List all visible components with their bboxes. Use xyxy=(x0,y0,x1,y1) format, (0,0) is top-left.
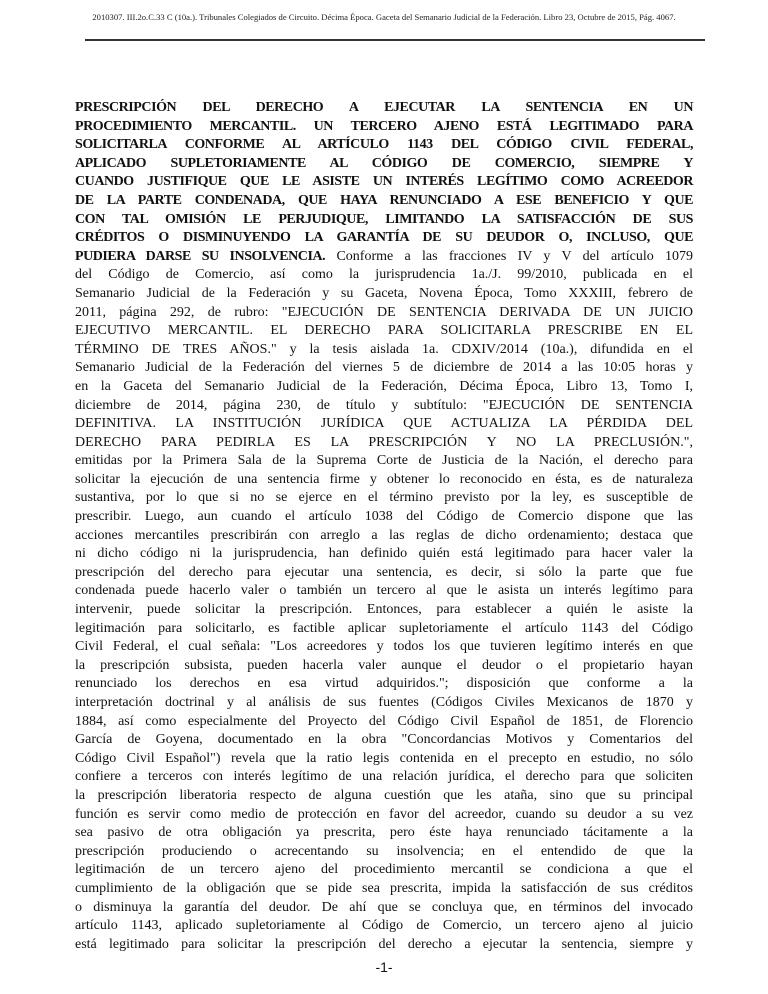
document-body xyxy=(75,99,693,954)
body-line: sustantiva, por lo que si no se ejerce en el término previsto por la ley, es susceptible de xyxy=(75,490,693,506)
title-line: CUANDO JUSTIFIQUE QUE LE ASISTE UN INTERÉS LEGÍTIMO COMO ACREEDOR xyxy=(75,174,693,190)
body-line: está legitimado para solicitar la prescripción del derecho a ejecutar la sentencia, siempre y xyxy=(75,936,693,952)
body-line: función es servir como medio de protección en favor del acreedor, cuando su deudor a su vez xyxy=(75,806,693,822)
body-line: legitimación de un tercero ajeno del procedimiento mercantil se condiciona a que el xyxy=(75,862,693,878)
body-line: ni dicho código ni la jurisprudencia, han definido quién está legitimado para hacer valer la xyxy=(75,546,693,562)
body-line: DEFINITIVA. LA INSTITUCIÓN JURÍDICA QUE ACTUALIZA LA PÉRDIDA DEL xyxy=(75,416,693,432)
body-line: solicitar la ejecución de una sentencia firme y obtener lo reconocido en ésta, es de naturaleza xyxy=(75,471,693,487)
title-line: SOLICITARLA CONFORME AL ARTÍCULO 1143 DEL CÓDIGO CIVIL FEDERAL, xyxy=(75,137,693,153)
body-line: en la Gaceta del Semanario Judicial de la Federación, Décima Época, Libro 13, Tomo I, xyxy=(75,378,693,394)
body-line: EJECUTIVO MERCANTIL. EL DERECHO PARA SOLICITARLA PRESCRIBE EN EL xyxy=(75,323,693,339)
title-line: PRESCRIPCIÓN DEL DERECHO A EJECUTAR LA SENTENCIA EN UN xyxy=(75,100,693,115)
body-line: 2011, página 292, de rubro: "EJECUCIÓN DE SENTENCIA DERIVADA DE UN JUICIO xyxy=(75,304,693,320)
body-line: emitidas por la Primera Sala de la Suprema Corte de Justicia de la Nación, el derecho para xyxy=(75,453,693,469)
body-line: cumplimiento de la obligación que se pide sea prescrita, impida la satisfacción de sus créditos xyxy=(75,880,693,896)
body-line: Semanario Judicial de la Federación y su Gaceta, Novena Época, Tomo XXXIII, febrero de xyxy=(75,285,693,301)
page-number: -1- xyxy=(375,959,393,975)
body-line: renunciado los derechos en esa virtud adquiridos."; disposición que conforme a la xyxy=(75,676,693,692)
body-line: o disminuya la garantía del deudor. De ahí que se concluya que, en términos del invocado xyxy=(75,899,693,915)
title-end: PUDIERA DARSE SU INSOLVENCIA. xyxy=(75,248,326,264)
body-line: DERECHO PARA PEDIRLA ES LA PRESCRIPCIÓN Y NO LA PRECLUSIÓN.", xyxy=(75,434,693,450)
title-end-line xyxy=(75,248,693,267)
body-line: interpretación doctrinal y al análisis de sus fuentes (Códigos Civiles Mexicanos de 1870 y xyxy=(75,695,693,710)
body-line: 1884, así como especialmente del Proyecto del Código Civil Español de 1851, de Florencio xyxy=(75,713,693,729)
body-line: García de Goyena, documentado en la obra "Concordancias Motivos y Comentarios del xyxy=(75,732,693,748)
body-line: prescripción del derecho para ejecutar una sentencia, es decir, si sólo la parte que fue xyxy=(75,564,693,580)
body-line: Código Civil Español") revela que la ratio legis contenida en el precepto en estudio, no sólo xyxy=(75,750,693,766)
title-line: CRÉDITOS O DISMINUYENDO LA GARANTÍA DE SU DEUDOR O, INCLUSO, QUE xyxy=(75,230,693,246)
body-line: la prescripción subsista, pueden hacerla valer aunque el deudor o el propietario hayan xyxy=(75,657,693,673)
body-line: confiere a terceros con interés legítimo de una relación jurídica, el derecho para que soliciten xyxy=(75,769,693,785)
body-start: Conforme a las fracciones IV y V del artículo 1079 xyxy=(325,248,693,264)
body-line: intervenir, puede solicitar la prescripción. Entonces, para establecer a quién le asiste la xyxy=(75,602,693,618)
body-line: prescripción produciendo o acrecentando su insolvencia; en el entendido de que la xyxy=(75,843,693,859)
body-line: la prescripción liberatoria respecto de alguna cuestión que les ataña, sino que su principal xyxy=(75,787,693,803)
body-line: prescribir. Luego, aun cuando el artículo 1038 del Código de Comercio dispone que las xyxy=(75,509,693,525)
title-line: CON TAL OMISIÓN LE PERJUDIQUE, LIMITANDO LA SATISFACCIÓN DE SUS xyxy=(75,211,693,227)
body-line: sea pasivo de otra obligación ya prescrita, pero éste haya renunciado tácitamente a la xyxy=(75,825,693,841)
title-line: PROCEDIMIENTO MERCANTIL. UN TERCERO AJENO ESTÁ LEGITIMADO PARA xyxy=(75,118,693,134)
body-line: condenada puede hacerlo valer o también un tercero al que le asista un interés legítimo para xyxy=(75,583,693,599)
body-line: artículo 1143, aplicado supletoriamente al Código de Comercio, un tercero ajeno al juicio xyxy=(75,918,693,934)
body-line: Civil Federal, el cual señala: "Los acreedores y todos los que tuvieren legítimo interés en que xyxy=(75,639,693,655)
title-line: APLICADO SUPLETORIAMENTE AL CÓDIGO DE COMERCIO, SIEMPRE Y xyxy=(75,155,693,171)
body-line: diciembre de 2014, página 230, de título y subtítulo: "EJECUCIÓN DE SENTENCIA xyxy=(75,397,693,413)
body-line: TÉRMINO DE TRES AÑOS." y la tesis aislada 1a. CDXIV/2014 (10a.), difundida en el xyxy=(75,341,693,357)
header-divider xyxy=(85,39,705,41)
title-line: DE LA PARTE CONDENADA, QUE HAYA RENUNCIADO A ESE BENEFICIO Y QUE xyxy=(75,192,693,208)
body-line: Semanario Judicial de la Federación del viernes 5 de diciembre de 2014 a las 10:05 horas y xyxy=(75,360,693,376)
body-line: legitimación para solicitarlo, es factible aplicar supletoriamente el artículo 1143 del Código xyxy=(75,620,693,636)
body-line: acciones mercantiles prescribirán con arreglo a las reglas de dicho ordenamiento; destaca que xyxy=(75,527,693,543)
citation-header: 2010307. III.2o.C.33 C (10a.). Tribunales Colegiados de Circuito. Décima Época. Gaceta del Semanario Judicial de la Federación. Libro 23, Octubre de 2015, Pág. 4067. xyxy=(92,12,676,22)
body-line: del Código de Comercio, así como la jurisprudencia 1a./J. 99/2010, publicada en el xyxy=(75,267,693,283)
